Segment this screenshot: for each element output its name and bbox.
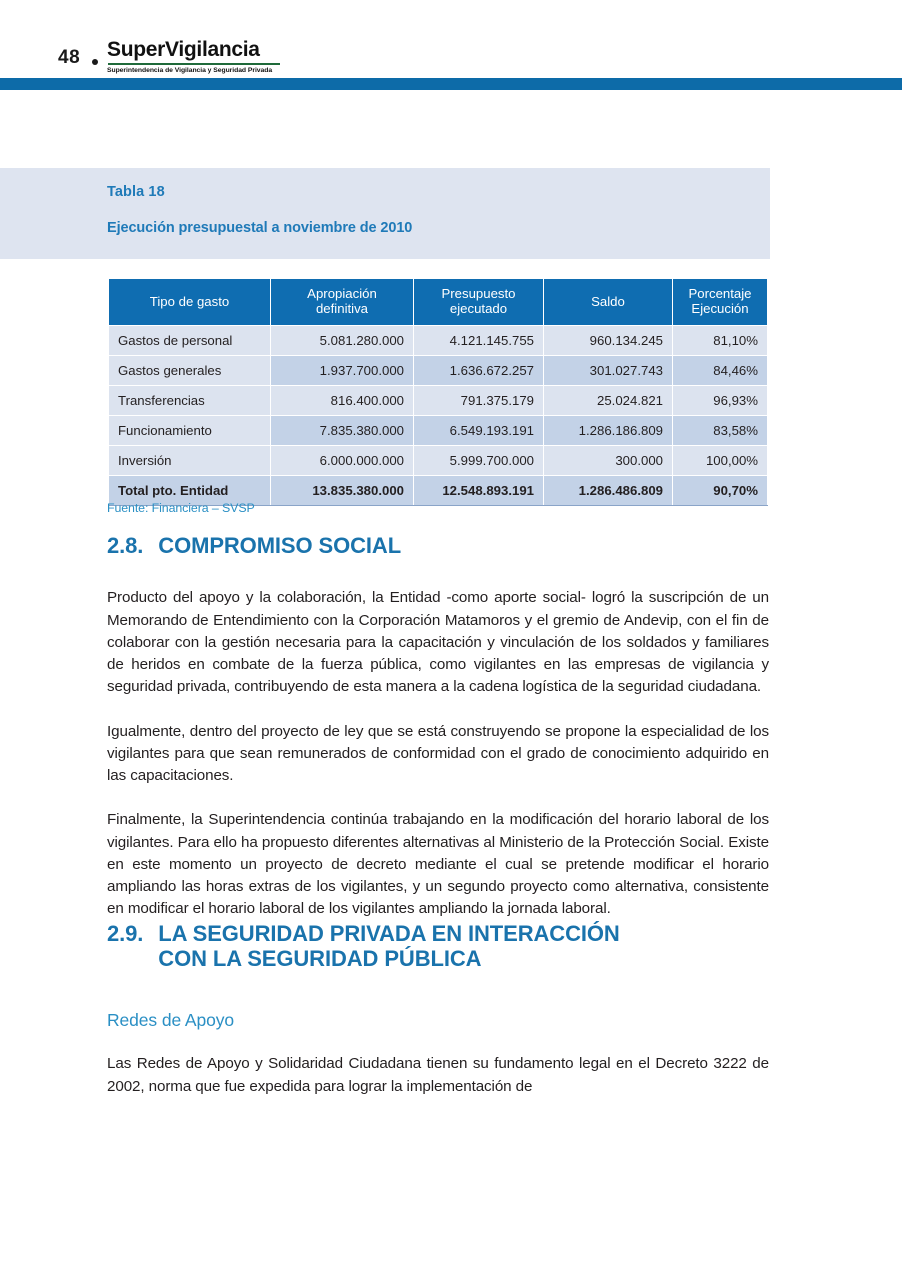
brand-logo [107, 39, 307, 74]
section-number: 2.9. [107, 920, 144, 946]
section-title: COMPROMISO SOCIAL [158, 533, 402, 558]
cell-apropiacion: 6.000.000.000 [271, 446, 414, 476]
section-title-line-2: CON LA SEGURIDAD PÚBLICA [158, 946, 482, 972]
cell-porcentaje: 84,46% [673, 356, 768, 386]
table-caption-title: Ejecución presupuestal a noviembre de 2010 [107, 220, 413, 236]
page-header [0, 0, 902, 92]
cell-apropiacion: 1.937.700.000 [271, 356, 414, 386]
cell-porcentaje: 100,00% [673, 446, 768, 476]
paragraph: Finalmente, la Superintendencia continúa trabajando en la modificación del horario laboral de los vigilantes. Para ello ha propuesto diferentes alternativas al Ministerio de la Protección Social. Existe en este momento un proyecto de decreto mediante el cual se pretende modificar el horario ampliando las horas extras de los vigilantes, y un segundo proyecto como alternativa, consistente en modificar el horario laboral de los vigilantes ampliando la jornada laboral. [107, 811, 769, 918]
table-row [109, 416, 768, 446]
header-accent-bar [0, 78, 902, 90]
brand-divider [108, 63, 280, 65]
cell-porcentaje: 81,10% [673, 326, 768, 356]
table-row [109, 326, 768, 356]
cell-ejecutado: 12.548.893.191 [414, 476, 544, 506]
header-line-2: Ejecución [691, 301, 749, 316]
cell-saldo: 301.027.743 [544, 356, 673, 386]
section-number: 2.8. [107, 533, 144, 558]
cell-tipo: Transferencias [109, 386, 271, 416]
header-line-1: Presupuesto [441, 286, 516, 302]
header-line-2: definitiva [315, 301, 369, 316]
table-caption-band [0, 168, 770, 259]
section-heading-2-9 [107, 921, 769, 972]
cell-ejecutado: 6.549.193.191 [414, 416, 544, 446]
cell-ejecutado: 5.999.700.000 [414, 446, 544, 476]
header-line-2: ejecutado [449, 301, 508, 316]
page-number: 48 [58, 47, 81, 68]
cell-tipo: Total pto. Entidad [109, 476, 271, 506]
cell-saldo: 1.286.186.809 [544, 416, 673, 446]
section-heading-2-8 [107, 527, 769, 558]
subsection-heading-redes-de-apoyo: Redes de Apoyo [107, 1010, 235, 1031]
cell-tipo: Gastos generales [109, 356, 271, 386]
table-row [109, 446, 768, 476]
cell-ejecutado: 791.375.179 [414, 386, 544, 416]
cell-saldo: 1.286.486.809 [544, 476, 673, 506]
cell-saldo: 960.134.245 [544, 326, 673, 356]
table-source-note: Fuente: Financiera – SVSP [107, 501, 255, 515]
header-line-1: Tipo de gasto [149, 293, 230, 309]
table-row [109, 386, 768, 416]
budget-execution-table [108, 278, 768, 506]
cell-apropiacion: 816.400.000 [271, 386, 414, 416]
section-title [158, 921, 769, 972]
cell-apropiacion: 13.835.380.000 [271, 476, 414, 506]
column-header-tipo-de-gasto [109, 279, 271, 326]
column-header-presupuesto-ejecutado [414, 279, 544, 326]
cell-porcentaje: 90,70% [673, 476, 768, 506]
paragraph: Igualmente, dentro del proyecto de ley que se está construyendo se propone la especialidad de los vigilantes para que sean remunerados de conformidad con el grado de conocimiento adquirido en las capacitaciones. [107, 722, 769, 785]
brand-title: SuperVigilancia [107, 38, 260, 61]
cell-porcentaje: 96,93% [673, 386, 768, 416]
column-header-saldo [544, 279, 673, 326]
cell-saldo: 300.000 [544, 446, 673, 476]
cell-tipo: Funcionamiento [109, 416, 271, 446]
cell-apropiacion: 5.081.280.000 [271, 326, 414, 356]
paragraph: Las Redes de Apoyo y Solidaridad Ciudadana tienen su fundamento legal en el Decreto 3222 de 2002, norma que fue expedida para lograr la implementación de [107, 1055, 769, 1095]
cell-tipo: Inversión [109, 446, 271, 476]
header-line-1: Apropiación [307, 286, 377, 302]
table-header-row [109, 279, 768, 326]
brand-subtitle: Superintendencia de Vigilancia y Seguridad Privada [107, 67, 273, 74]
paragraph: Producto del apoyo y la colaboración, la Entidad -como aporte social- logró la suscripción de un Memorando de Entendimiento con la Corporación Matamoros y el gremio de Andevip, con el fin de colaborar con la gestión necesaria para la capacitación y vinculación de los soldados y familiares de heridos en combate de la fuerza pública, como vigilantes en las empresas de vigilancia y seguridad privada, contribuyendo de esta manera a la cadena logística de la seguridad ciudadana. [107, 589, 769, 696]
cell-porcentaje: 83,58% [673, 416, 768, 446]
table-caption-number: Tabla 18 [107, 184, 165, 200]
section-title-line-1: LA SEGURIDAD PRIVADA EN INTERACCIÓN [158, 920, 620, 946]
cell-saldo: 25.024.821 [544, 386, 673, 416]
column-header-porcentaje-ejecucion [673, 279, 768, 326]
cell-ejecutado: 1.636.672.257 [414, 356, 544, 386]
header-line-1: Porcentaje [688, 286, 752, 302]
cell-apropiacion: 7.835.380.000 [271, 416, 414, 446]
column-header-apropiacion-definitiva [271, 279, 414, 326]
document-body [107, 527, 769, 1098]
header-line-1: Saldo [591, 293, 625, 309]
cell-ejecutado: 4.121.145.755 [414, 326, 544, 356]
cell-tipo: Gastos de personal [109, 326, 271, 356]
table-row [109, 356, 768, 386]
folio-bullet-icon [92, 59, 98, 65]
